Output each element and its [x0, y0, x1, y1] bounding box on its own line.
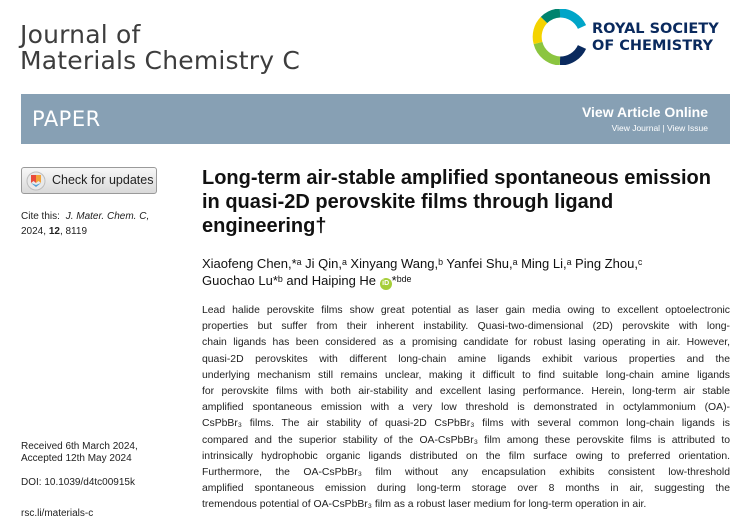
abstract-line: amplified spontaneous emission with a very low threshold is demonstrated in octylammonium (OA)-: [202, 402, 730, 414]
authors-line2-names: Guochao Lu*ᵇ and Haiping He: [202, 273, 377, 288]
abstract-line: quasi-2D perovskites with different long-chain amine ligands exhibit various properties and the: [202, 353, 730, 365]
abstract-line: CsPbBr₃ films. The air stability of quasi-2D CsPbBr₃ films with several common long-chain ligands is: [202, 418, 730, 430]
abstract-line: Furthermore, the OA-CsPbBr₃ film without any encapsulation exhibits consistent low-threshold: [202, 466, 730, 478]
cite-volume: 12: [48, 226, 60, 237]
citation-block: Cite this: J. Mater. Chem. C, 2024, 12, 8119: [21, 211, 150, 237]
authors-line1: Xiaofeng Chen,*ᵃ Ji Qin,ᵃ Xinyang Wang,ᵇ Yanfei Shu,ᵃ Ming Li,ᵃ Ping Zhou,ᶜ: [202, 256, 643, 271]
journal-title-line1: Journal of: [20, 20, 141, 49]
authors: [202, 255, 702, 290]
cite-label: Cite this:: [21, 211, 60, 222]
abstract-line: chain ligands has been considered as a promising candidate for robust lasing operating in air. However,: [202, 337, 730, 349]
abstract-line: intrinsically hydrophobic organic ligands distributed on the film surface owing to preferred orientation.: [202, 450, 730, 462]
cite-journal: J. Mater. Chem. C,: [65, 211, 150, 222]
abstract-line: amplified spontaneous emission during long-term storage over 8 months in air, suggesting the: [202, 483, 730, 495]
check-for-updates-label: Check for updates: [52, 173, 154, 187]
abstract-line: tremendous potential of OA-CsPbBr₃ film as a robust laser medium for long-term operation in air.: [202, 499, 647, 511]
view-article-online-link[interactable]: View Article Online: [581, 104, 708, 120]
check-for-updates-button[interactable]: [21, 167, 157, 194]
authors-line2-affil: *ᵇᵈᵉ: [391, 273, 412, 288]
abstract-line: properties but suffer from their inherent instability. Quasi-two-dimensional (2D) perovskite with long-: [202, 321, 730, 333]
rsc-logo-line1: ROYAL SOCIETY: [592, 21, 719, 37]
cite-year: 2024,: [21, 226, 47, 237]
abstract: [202, 303, 730, 513]
view-journal-link[interactable]: View Journal: [611, 123, 661, 133]
rsc-logo-text: [592, 21, 719, 55]
view-issue-link[interactable]: View Issue: [667, 123, 708, 133]
doi[interactable]: DOI: 10.1039/d4tc00915k: [21, 477, 135, 488]
abstract-line: for perovskite films with both air-stability and excellent lasing performance. Herein, long-term air stable: [202, 385, 730, 397]
authors-line2: [202, 272, 702, 290]
crossmark-icon: [26, 171, 46, 191]
journal-title-line2: Materials Chemistry C: [20, 46, 301, 75]
rsc-logo[interactable]: [532, 9, 732, 65]
view-links-separator: |: [662, 123, 665, 133]
article-title: Long-term air-stable amplified spontaneous emission in quasi-2D perovskite films through ligand engineering†: [202, 167, 711, 237]
abstract-line: compared and the superior stability of the OA-CsPbBr₃ film among these perovskite films is attributed to: [202, 434, 730, 446]
view-links: [612, 123, 708, 133]
paper-type-label: PAPER: [32, 107, 101, 131]
abstract-line: underlying mechanism still remains unclear, making it difficult to find suitable long-chain amine ligands: [202, 369, 730, 381]
orcid-icon[interactable]: iD: [380, 278, 392, 290]
received-date: Received 6th March 2024,: [21, 441, 138, 452]
rsc-logo-mark-icon: [532, 9, 588, 65]
abstract-line: Lead halide perovskite films show great potential as laser gain media owing to excellent optoelectronic: [202, 305, 730, 316]
journal-site-link[interactable]: rsc.li/materials-c: [21, 508, 94, 519]
rsc-logo-line2: OF CHEMISTRY: [592, 38, 713, 54]
cite-page: 8119: [65, 226, 88, 237]
journal-title: [20, 22, 300, 74]
paper-banner: [21, 94, 730, 144]
dates-block: [21, 441, 138, 465]
accepted-date: Accepted 12th May 2024: [21, 453, 132, 464]
